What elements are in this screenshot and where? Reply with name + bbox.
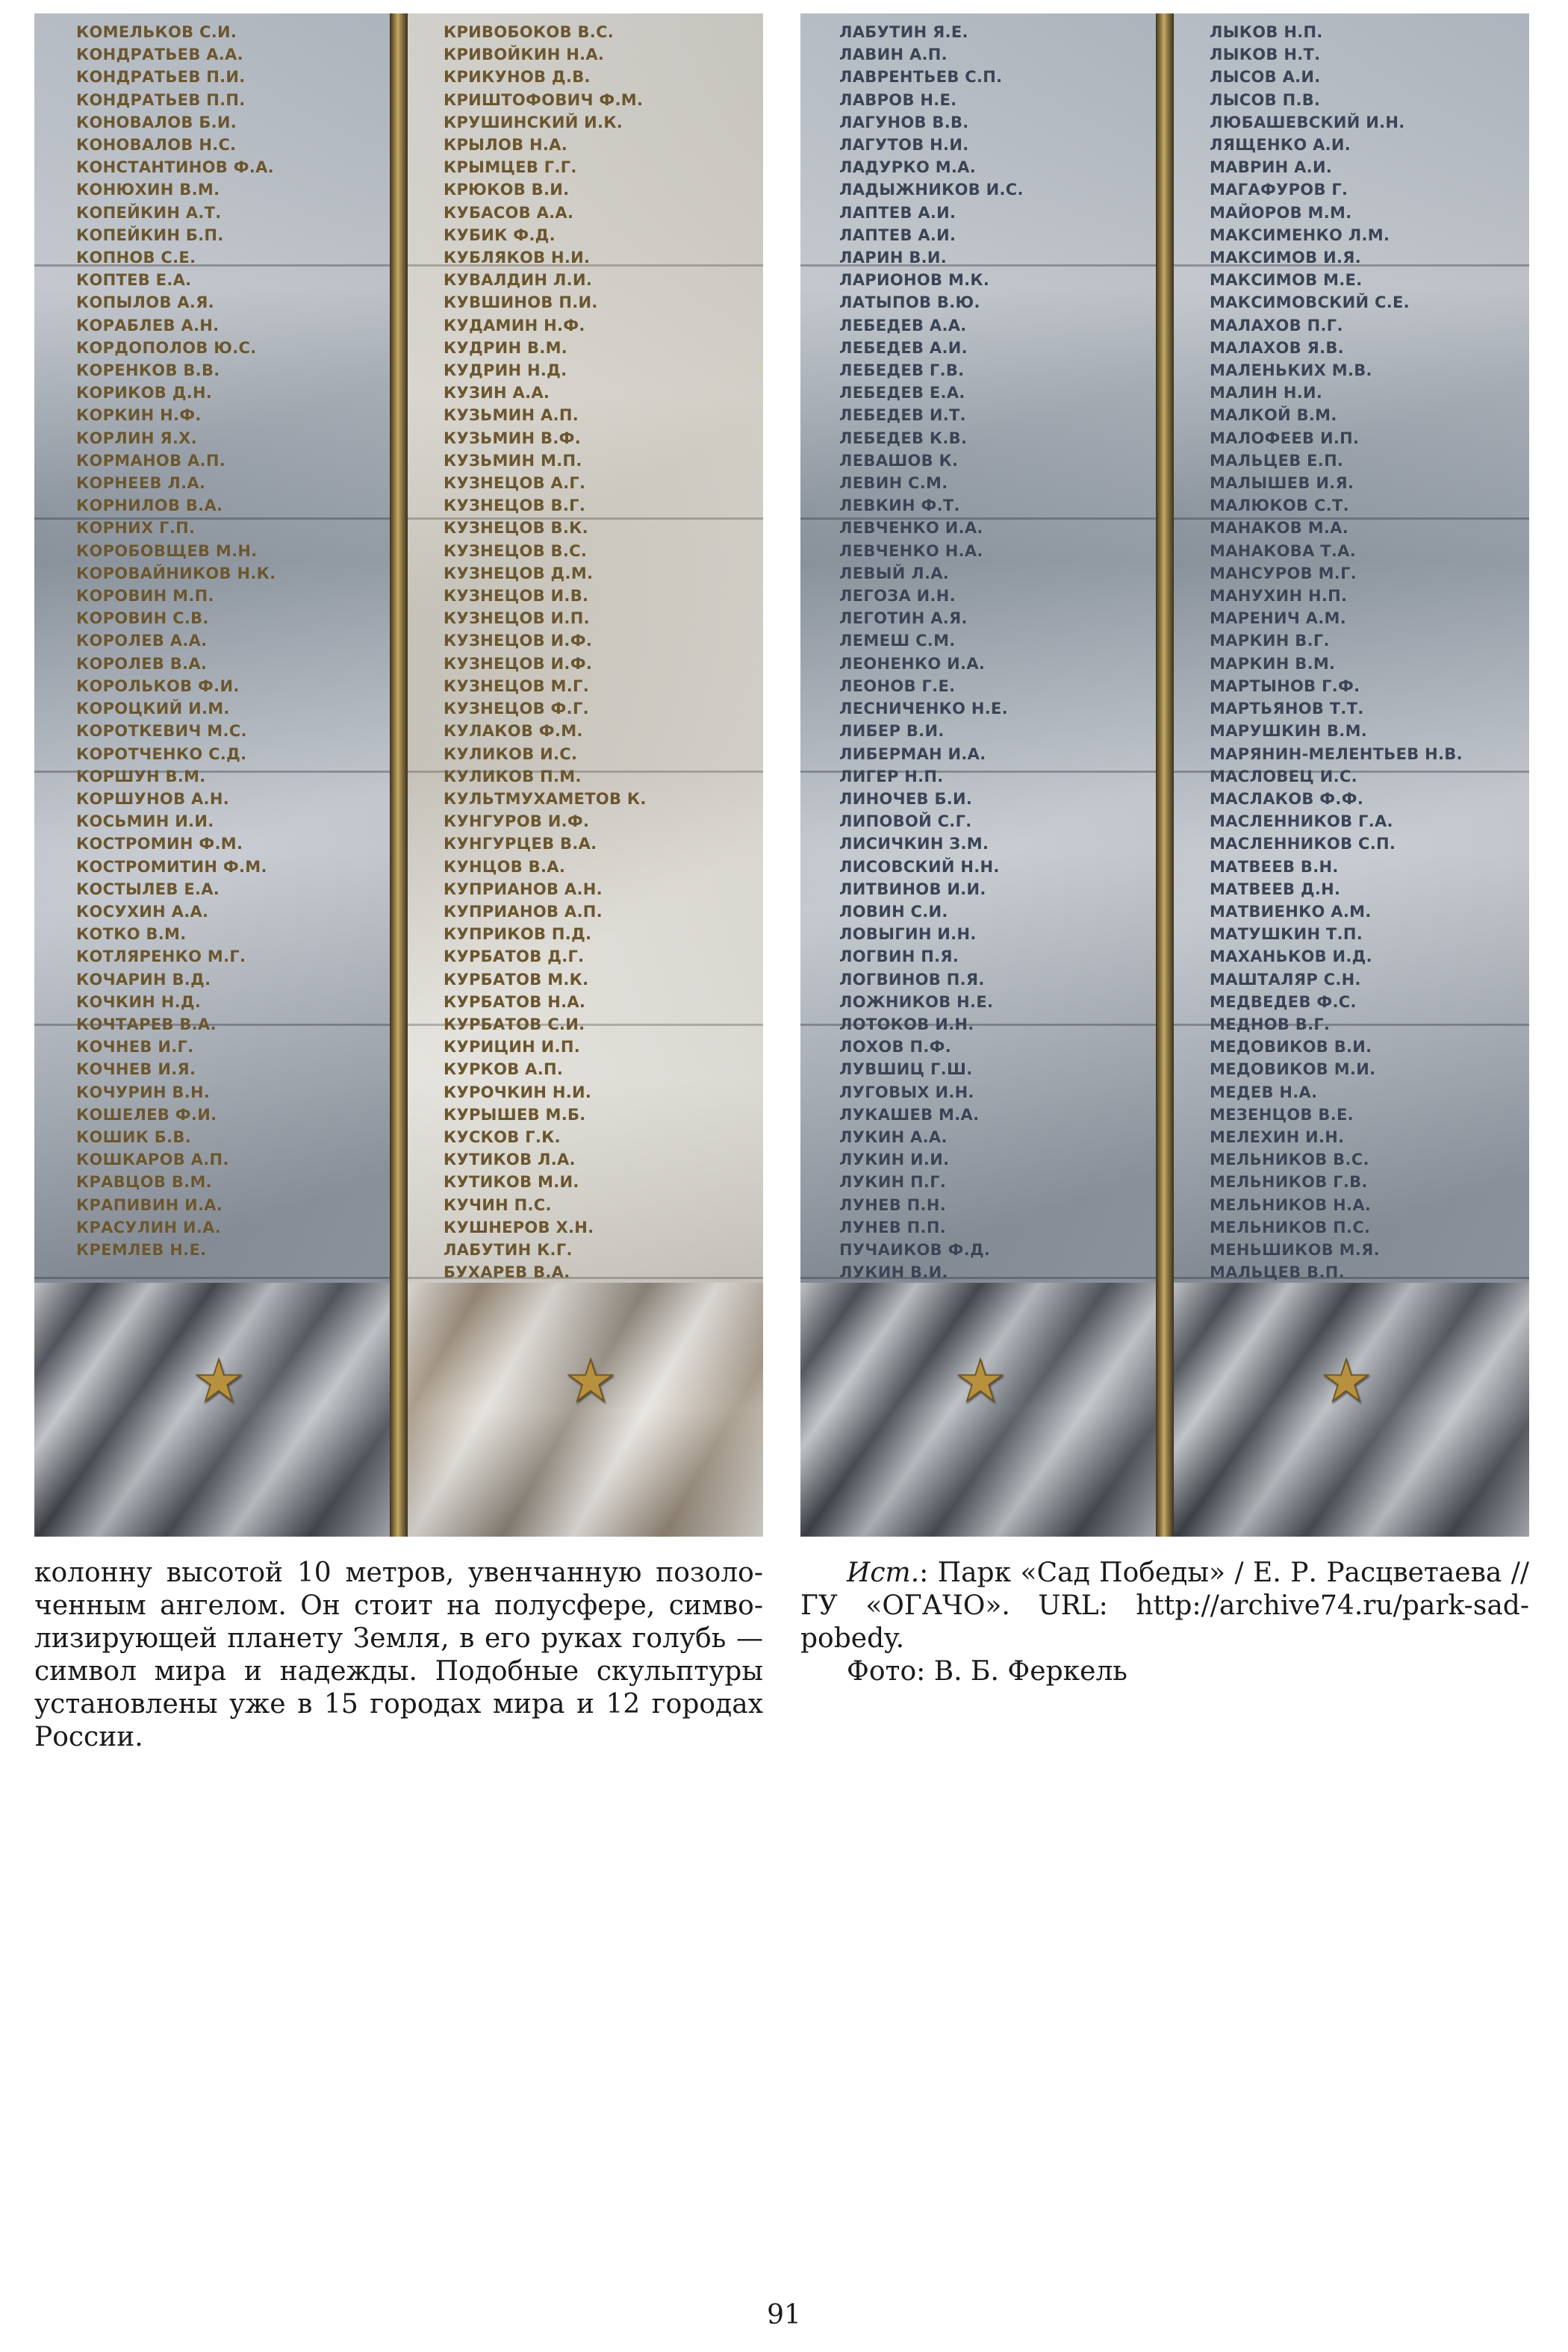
memorial-name: ЛИТВИНОВ И.И. [839, 880, 986, 898]
memorial-name: ЛЕВЧЕНКО И.А. [839, 519, 983, 538]
memorial-name: ЛЕБЕДЕВ Е.А. [839, 384, 965, 402]
memorial-name: КУБИК Ф.Д. [444, 225, 556, 244]
memorial-name: КОРИКОВ Д.Н. [76, 384, 213, 402]
page-number: 91 [767, 2300, 801, 2330]
memorial-name: КОЧНЕВ И.Я. [76, 1060, 196, 1079]
memorial-name: КОНДРАТЬЕВ П.И. [76, 68, 246, 87]
memorial-name: МАРТЫНОВ Г.Ф. [1210, 676, 1360, 695]
memorial-name: КОЧКИН Н.Д. [76, 992, 202, 1011]
memorial-name: КРИШТОФОВИЧ Ф.М. [444, 90, 644, 109]
memorial-name: ЛАВИН А.П. [839, 46, 948, 64]
memorial-name: ЛЕГОЗА И.Н. [839, 587, 956, 606]
memorial-name: МАЛКОЙ В.М. [1210, 406, 1337, 425]
memorial-name: ЛИСОВСКИЙ Н.Н. [839, 857, 1000, 876]
memorial-name: КУЗНЕЦОВ И.В. [444, 587, 589, 606]
memorial-photo-right [800, 13, 1529, 1537]
memorial-name: КРИВОБОКОВ В.С. [444, 23, 615, 41]
body-line: установлены уже в 15 городах мира и 12 городах [34, 1689, 763, 1720]
memorial-name: ЛИНОЧЕВ Б.И. [839, 789, 973, 808]
memorial-name: КУПРИКОВ П.Д. [444, 925, 592, 944]
memorial-name: КОРОВИН М.П. [76, 587, 214, 606]
memorial-name: КУНГУРЦЕВ В.А. [444, 835, 597, 853]
marble-panel-left-2 [408, 13, 763, 1537]
gilded-divider [390, 13, 408, 1537]
memorial-name: МАТВИЕНКО А.М. [1210, 902, 1372, 921]
memorial-name: КОТЛЯРЕНКО М.Г. [76, 948, 246, 966]
memorial-name: КОРОБОВЩЕВ М.Н. [76, 541, 258, 560]
memorial-name: КУЗИН А.А. [444, 384, 550, 402]
memorial-name: КУНЦОВ В.А. [444, 857, 566, 876]
memorial-name: ЛЕВЫЙ Л.А. [839, 564, 950, 582]
marble-panel-right-2 [1174, 13, 1529, 1537]
memorial-name: КОНОВАЛОВ Н.С. [76, 136, 237, 155]
memorial-name: КУЗНЕЦОВ В.С. [444, 541, 588, 560]
memorial-name: КУРИЦИН И.П. [444, 1038, 580, 1057]
memorial-name: КРАСУЛИН И.А. [76, 1218, 221, 1236]
marble-base [34, 1283, 390, 1537]
memorial-name: МАРЯНИН-МЕЛЕНТЬЕВ Н.В. [1210, 744, 1463, 763]
memorial-name: ЛАПТЕВ А.И. [839, 225, 956, 244]
memorial-name: КРЮКОВ В.И. [444, 181, 570, 199]
memorial-name: КОНЮХИН В.М. [76, 181, 220, 199]
memorial-name: КОСТРОМИТИН Ф.М. [76, 857, 267, 876]
caption-source-text: : Парк «Сад Победы» / Е. Р. Расцветаева // ГУ «ОГАЧО». URL: http://archive74.ru/park-sad-pobedy. [800, 1558, 1529, 1654]
memorial-name: МАТУШКИН Т.П. [1210, 925, 1363, 944]
body-line: России. [34, 1722, 143, 1752]
memorial-name: ЛОВЫГИН И.Н. [839, 925, 977, 944]
memorial-name: ЛУВШИЦ Г.Ш. [839, 1060, 973, 1079]
memorial-name: ЛАТЫПОВ В.Ю. [839, 293, 980, 312]
memorial-name: МАСЛОВЕЦ И.С. [1210, 767, 1357, 785]
memorial-name: КОРЕНКОВ В.В. [76, 361, 220, 380]
memorial-photo-left [34, 13, 763, 1537]
memorial-name: КОШКАРОВ А.П. [76, 1151, 229, 1169]
memorial-name: КУРОЧКИН Н.И. [444, 1083, 592, 1101]
memorial-name: КУДРИН Н.Д. [444, 361, 567, 380]
memorial-name: ЛАРИОНОВ М.К. [839, 271, 990, 290]
memorial-name: ЛЕБЕДЕВ И.Т. [839, 406, 966, 425]
memorial-name: КОПЫЛОВ А.Я. [76, 293, 214, 312]
memorial-name: ЛЕБЕДЕВ К.В. [839, 429, 968, 447]
memorial-name: МАШТАЛЯР С.Н. [1210, 970, 1361, 989]
memorial-name: МАКСИМОВ М.Е. [1210, 271, 1363, 290]
memorial-name: ЛАГУНОВ В.В. [839, 113, 969, 131]
memorial-name: ЛАВРОВ Н.Е. [839, 90, 957, 109]
memorial-name: ЛИБЕР В.И. [839, 722, 945, 741]
name-list-left-2 [408, 21, 763, 1284]
name-list-left-1 [34, 21, 390, 1261]
memorial-name: МАТВЕЕВ Д.Н. [1210, 880, 1341, 898]
memorial-name: КОТКО В.М. [76, 925, 187, 944]
memorial-name: ЛЕВАШОВ К. [839, 451, 959, 470]
memorial-name: МАКСИМОВСКИЙ С.Е. [1210, 293, 1410, 312]
memorial-name: МАРТЬЯНОВ Т.Т. [1210, 700, 1364, 718]
memorial-name: ЛИГЕР Н.П. [839, 767, 944, 785]
memorial-name: КУЗНЕЦОВ М.Г. [444, 676, 589, 695]
memorial-name: МАЛИН Н.И. [1210, 384, 1323, 402]
memorial-name: КУРЫШЕВ М.Б. [444, 1105, 586, 1124]
caption-source [800, 1557, 1529, 1655]
memorial-name: МАЛЬЦЕВ В.П. [1210, 1263, 1345, 1282]
memorial-name: ЛОХОВ П.Ф. [839, 1038, 952, 1057]
memorial-name: ЛОВИН С.И. [839, 902, 948, 921]
memorial-name: ЛУНЕВ П.Н. [839, 1195, 946, 1214]
memorial-name: ЛЕВЧЕНКО Н.А. [839, 541, 983, 560]
memorial-name: МЕДВЕДЕВ Ф.С. [1210, 992, 1357, 1011]
memorial-name: МАРКИН В.М. [1210, 654, 1336, 673]
memorial-name: МАКСИМОВ И.Я. [1210, 249, 1361, 267]
memorial-name: КУЛЬТМУХАМЕТОВ К. [444, 789, 647, 808]
memorial-name: МЕДНОВ В.Г. [1210, 1015, 1331, 1033]
memorial-name: КРЫЛОВ Н.А. [444, 136, 568, 155]
marble-base [800, 1283, 1156, 1537]
name-list-right-2 [1174, 21, 1529, 1284]
memorial-name: КОРНИХ Г.П. [76, 519, 196, 538]
memorial-name: МЕДЕВ Н.А. [1210, 1083, 1318, 1101]
memorial-name: КОРЛИН Я.Х. [76, 429, 197, 447]
memorial-name: КУНГУРОВ И.Ф. [444, 812, 590, 831]
memorial-name: ЛАГУТОВ Н.И. [839, 136, 969, 155]
memorial-name: КОРОТКЕВИЧ М.С. [76, 722, 247, 741]
memorial-name: МЕДОВИКОВ М.И. [1210, 1060, 1376, 1079]
memorial-name: ЛУКАШЕВ М.А. [839, 1105, 980, 1124]
memorial-name: ЛЮБАШЕВСКИЙ И.Н. [1210, 113, 1405, 131]
memorial-name: КОНДРАТЬЕВ А.А. [76, 46, 243, 64]
memorial-name: КУЗНЕЦОВ Д.М. [444, 564, 594, 582]
memorial-name: КОМЕЛЬКОВ С.И. [76, 23, 237, 41]
memorial-name: ЛАБУТИН Я.Е. [839, 23, 968, 41]
body-paragraph [34, 1557, 763, 1754]
memorial-name: ЛАВРЕНТЬЕВ С.П. [839, 68, 1003, 87]
memorial-name: ЛУГОВЫХ И.Н. [839, 1083, 974, 1101]
memorial-name: КОШЕЛЕВ Ф.И. [76, 1105, 217, 1124]
memorial-name: КУПРИАНОВ А.Н. [444, 880, 603, 898]
caption-source-label: Ист. [847, 1558, 920, 1588]
memorial-name: ЛЯЩЕНКО А.И. [1210, 136, 1351, 155]
memorial-name: ЛИПОВОЙ С.Г. [839, 812, 972, 831]
memorial-name: КУБАСОВ А.А. [444, 203, 574, 222]
memorial-name: МАНАКОВ М.А. [1210, 519, 1349, 538]
memorial-name: КУЗНЕЦОВ А.Г. [444, 474, 586, 493]
memorial-name: МАГАФУРОВ Г. [1210, 181, 1348, 199]
memorial-name: КУРБАТОВ С.И. [444, 1015, 585, 1033]
memorial-name: ЛУКИН И.И. [839, 1151, 950, 1169]
memorial-name: КУЗНЕЦОВ И.П. [444, 609, 590, 628]
memorial-name: ЛЕБЕДЕВ А.И. [839, 338, 968, 357]
memorial-name: МАЛЕНЬКИХ М.В. [1210, 361, 1372, 380]
memorial-name: КУЗЬМИН М.П. [444, 451, 582, 470]
memorial-name: КОШИК Б.В. [76, 1127, 191, 1146]
memorial-name: ЛЕГОТИН А.Я. [839, 609, 968, 628]
star-icon [196, 1357, 242, 1404]
memorial-name: ЛАДУРКО М.А. [839, 158, 977, 177]
memorial-name: МАЛЫШЕВ И.Я. [1210, 474, 1354, 493]
memorial-name: КУЛИКОВ П.М. [444, 767, 582, 785]
marble-panel-left-1 [34, 13, 390, 1537]
name-list-right-1 [800, 21, 1156, 1284]
memorial-name: ЛЕБЕДЕВ А.А. [839, 316, 967, 335]
memorial-name: ЛОГВИНОВ П.Я. [839, 970, 985, 989]
memorial-name: КУЗЬМИН А.П. [444, 406, 579, 425]
memorial-name: КОРШУН В.М. [76, 767, 206, 785]
memorial-name: КУРКОВ А.П. [444, 1060, 564, 1079]
marble-panel-right-1 [800, 13, 1156, 1537]
photo-caption [800, 1557, 1529, 1688]
memorial-name: КУРБАТОВ М.К. [444, 970, 589, 989]
memorial-name: КОПТЕВ Е.А. [76, 271, 192, 290]
memorial-name: ЛЕБЕДЕВ Г.В. [839, 361, 965, 380]
memorial-name: КОСУХИН А.А. [76, 902, 209, 921]
memorial-name: МЕЛЬНИКОВ Н.А. [1210, 1195, 1372, 1214]
memorial-name: МЕЛЬНИКОВ Г.В. [1210, 1173, 1368, 1192]
caption-photo-credit: Фото: В. Б. Феркель [847, 1656, 1127, 1687]
memorial-name: ЛУКИН В.И. [839, 1263, 948, 1282]
memorial-name: КОНОВАЛОВ Б.И. [76, 113, 237, 131]
memorial-name: КУБЛЯКОВ Н.И. [444, 249, 591, 267]
memorial-name: КОПНОВ С.Е. [76, 249, 196, 267]
memorial-name: КОРНЕЕВ Л.А. [76, 474, 206, 493]
memorial-name: ЛУКИН П.Г. [839, 1173, 947, 1192]
memorial-name: ЛЕСНИЧЕНКО Н.Е. [839, 700, 1008, 718]
memorial-name: КРУШИНСКИЙ И.К. [444, 113, 623, 131]
memorial-name: МАЛЬЦЕВ Е.П. [1210, 451, 1344, 470]
memorial-name: ПУЧАИКОВ Ф.Д. [839, 1240, 991, 1259]
memorial-name: КОСТЫЛЕВ Е.А. [76, 880, 220, 898]
memorial-name: ЛИБЕРМАН И.А. [839, 744, 986, 763]
memorial-name: КУДРИН В.М. [444, 338, 568, 357]
memorial-name: МАЛАХОВ Я.В. [1210, 338, 1344, 357]
memorial-name: КУЗЬМИН В.Ф. [444, 429, 582, 447]
memorial-name: КОРДОПОЛОВ Ю.С. [76, 338, 257, 357]
memorial-name: ЛЫКОВ Н.Т. [1210, 46, 1321, 64]
memorial-name: ЛАБУТИН К.Г. [444, 1240, 573, 1259]
memorial-name: КОПЕЙКИН А.Т. [76, 203, 222, 222]
memorial-name: МАЛОФЕЕВ И.П. [1210, 429, 1360, 447]
memorial-name: ЛАПТЕВ А.И. [839, 203, 956, 222]
memorial-name: КУЗНЕЦОВ В.Г. [444, 497, 586, 515]
memorial-name: МЕДОВИКОВ В.И. [1210, 1038, 1372, 1057]
memorial-name: КОРКИН Н.Ф. [76, 406, 202, 425]
memorial-name: ЛЕОНОВ Г.Е. [839, 676, 956, 695]
memorial-name: МАСЛАКОВ Ф.Ф. [1210, 789, 1364, 808]
memorial-name: МАСЛЕННИКОВ С.П. [1210, 835, 1396, 853]
memorial-name: КУЗНЕЦОВ И.Ф. [444, 654, 593, 673]
memorial-name: КРИВОЙКИН Н.А. [444, 46, 605, 64]
memorial-name: КУВШИНОВ П.И. [444, 293, 598, 312]
memorial-name: КОСЬМИН И.И. [76, 812, 214, 831]
memorial-name: КОРОЛЕВ А.А. [76, 632, 208, 650]
memorial-name: КРАПИВИН И.А. [76, 1195, 223, 1214]
memorial-name: МАВРИН А.И. [1210, 158, 1333, 177]
memorial-name: КОРОЛЬКОВ Ф.И. [76, 676, 240, 695]
memorial-name: МЕЗЕНЦОВ В.Е. [1210, 1105, 1354, 1124]
memorial-name: КОЧТАРЕВ В.А. [76, 1015, 217, 1033]
memorial-name: ЛОЖНИКОВ Н.Е. [839, 992, 994, 1011]
gilded-divider [1156, 13, 1174, 1537]
memorial-name: МАСЛЕННИКОВ Г.А. [1210, 812, 1393, 831]
memorial-name: КУВАЛДИН Л.И. [444, 271, 593, 290]
memorial-name: КУЛАКОВ Ф.М. [444, 722, 583, 741]
memorial-name: МАРУШКИН В.М. [1210, 722, 1368, 741]
memorial-name: МАЙОРОВ М.М. [1210, 203, 1352, 222]
marble-base [1174, 1283, 1529, 1537]
memorial-name: КУЗНЕЦОВ И.Ф. [444, 632, 593, 650]
memorial-name: ЛЕВИН С.М. [839, 474, 948, 493]
body-line: ченным ангелом. Он стоит на полусфере, симво- [34, 1590, 763, 1621]
memorial-name: ЛИСИЧКИН З.М. [839, 835, 989, 853]
memorial-name: КУЧИН П.С. [444, 1195, 552, 1214]
memorial-name: КРИКУНОВ Д.В. [444, 68, 591, 87]
memorial-name: КОСТРОМИН Ф.М. [76, 835, 243, 853]
memorial-name: МАКСИМЕНКО Л.М. [1210, 225, 1390, 244]
memorial-name: КОРОВИН С.В. [76, 609, 209, 628]
memorial-name: МАРКИН В.Г. [1210, 632, 1330, 650]
memorial-name: КОРОЦКИЙ И.М. [76, 700, 230, 718]
memorial-name: МАРЕНИЧ А.М. [1210, 609, 1347, 628]
memorial-name: ЛОТОКОВ И.Н. [839, 1015, 974, 1033]
memorial-name: БУХАРЕВ В.А. [444, 1263, 570, 1282]
memorial-name: КОЧУРИН В.Н. [76, 1083, 211, 1101]
memorial-name: КУТИКОВ Л.А. [444, 1151, 576, 1169]
memorial-name: МЕНЬШИКОВ М.Я. [1210, 1240, 1380, 1259]
star-icon [567, 1357, 614, 1404]
memorial-name: КУТИКОВ М.И. [444, 1173, 579, 1192]
memorial-name: КУЗНЕЦОВ В.К. [444, 519, 588, 538]
memorial-name: КОЧАРИН В.Д. [76, 970, 211, 989]
memorial-name: ЛУНЕВ П.П. [839, 1218, 946, 1236]
memorial-name: КУШНЕРОВ Х.Н. [444, 1218, 594, 1236]
memorial-name: ЛЫСОВ А.И. [1210, 68, 1321, 87]
memorial-name: КОРШУНОВ А.Н. [76, 789, 229, 808]
memorial-name: КУДАМИН Н.Ф. [444, 316, 585, 335]
memorial-name: КОРАБЛЕВ А.Н. [76, 316, 220, 335]
memorial-name: КОРОТЧЕНКО С.Д. [76, 744, 247, 763]
memorial-name: КОЧНЕВ И.Г. [76, 1038, 194, 1057]
memorial-name: КУЛИКОВ И.С. [444, 744, 578, 763]
body-line: лизирующей планету Земля, в его руках голубь — [34, 1623, 763, 1654]
memorial-name: КОПЕЙКИН Б.П. [76, 225, 224, 244]
body-line: колонну высотой 10 метров, увенчанную позоло- [34, 1558, 763, 1588]
memorial-name: КУРБАТОВ Д.Г. [444, 948, 585, 966]
memorial-name: ЛОГВИН П.Я. [839, 948, 959, 966]
memorial-name: КОРМАНОВ А.П. [76, 451, 225, 470]
memorial-name: КОНДРАТЬЕВ П.П. [76, 90, 246, 109]
memorial-name: МЕЛЕХИН И.Н. [1210, 1127, 1345, 1146]
memorial-name: ЛАДЫЖНИКОВ И.С. [839, 181, 1024, 199]
memorial-name: МАНУХИН Н.П. [1210, 587, 1348, 606]
star-icon [957, 1357, 1004, 1404]
memorial-name: КОРОЛЕВ В.А. [76, 654, 208, 673]
memorial-name: МАНСУРОВ М.Г. [1210, 564, 1357, 582]
memorial-name: КОНСТАНТИНОВ Ф.А. [76, 158, 274, 177]
memorial-name: МЕЛЬНИКОВ В.С. [1210, 1151, 1369, 1169]
memorial-name: МАХАНЬКОВ И.Д. [1210, 948, 1372, 966]
memorial-name: ЛЕВКИН Ф.Т. [839, 497, 960, 515]
memorial-name: ЛАРИН В.И. [839, 249, 948, 267]
memorial-name: ЛЫКОВ Н.П. [1210, 23, 1323, 41]
memorial-name: МАНАКОВА Т.А. [1210, 541, 1356, 560]
memorial-name: ЛУКИН А.А. [839, 1127, 948, 1146]
marble-base [408, 1283, 763, 1537]
memorial-name: МАТВЕЕВ В.Н. [1210, 857, 1339, 876]
memorial-name: КРЕМЛЕВ Н.Е. [76, 1240, 207, 1259]
star-icon [1323, 1357, 1369, 1404]
memorial-name: МЕЛЬНИКОВ П.С. [1210, 1218, 1371, 1236]
memorial-name: КУПРИАНОВ А.П. [444, 902, 603, 921]
memorial-name: МАЛАХОВ П.Г. [1210, 316, 1343, 335]
memorial-name: ЛЫСОВ П.В. [1210, 90, 1321, 109]
memorial-name: ЛЕОНЕНКО И.А. [839, 654, 986, 673]
memorial-name: КУЗНЕЦОВ Ф.Г. [444, 700, 589, 718]
memorial-name: КОРОВАЙНИКОВ Н.К. [76, 564, 276, 582]
memorial-name: КУСКОВ Г.К. [444, 1127, 561, 1146]
memorial-name: КРАВЦОВ В.М. [76, 1173, 212, 1192]
memorial-name: КУРБАТОВ Н.А. [444, 992, 586, 1011]
memorial-name: КОРНИЛОВ В.А. [76, 497, 223, 515]
body-line: символ мира и надежды. Подобные скульптуры [34, 1656, 763, 1687]
memorial-name: МАЛЮКОВ С.Т. [1210, 497, 1349, 515]
memorial-name: КРЫМЦЕВ Г.Г. [444, 158, 577, 177]
memorial-name: ЛЕМЕШ С.М. [839, 632, 956, 650]
